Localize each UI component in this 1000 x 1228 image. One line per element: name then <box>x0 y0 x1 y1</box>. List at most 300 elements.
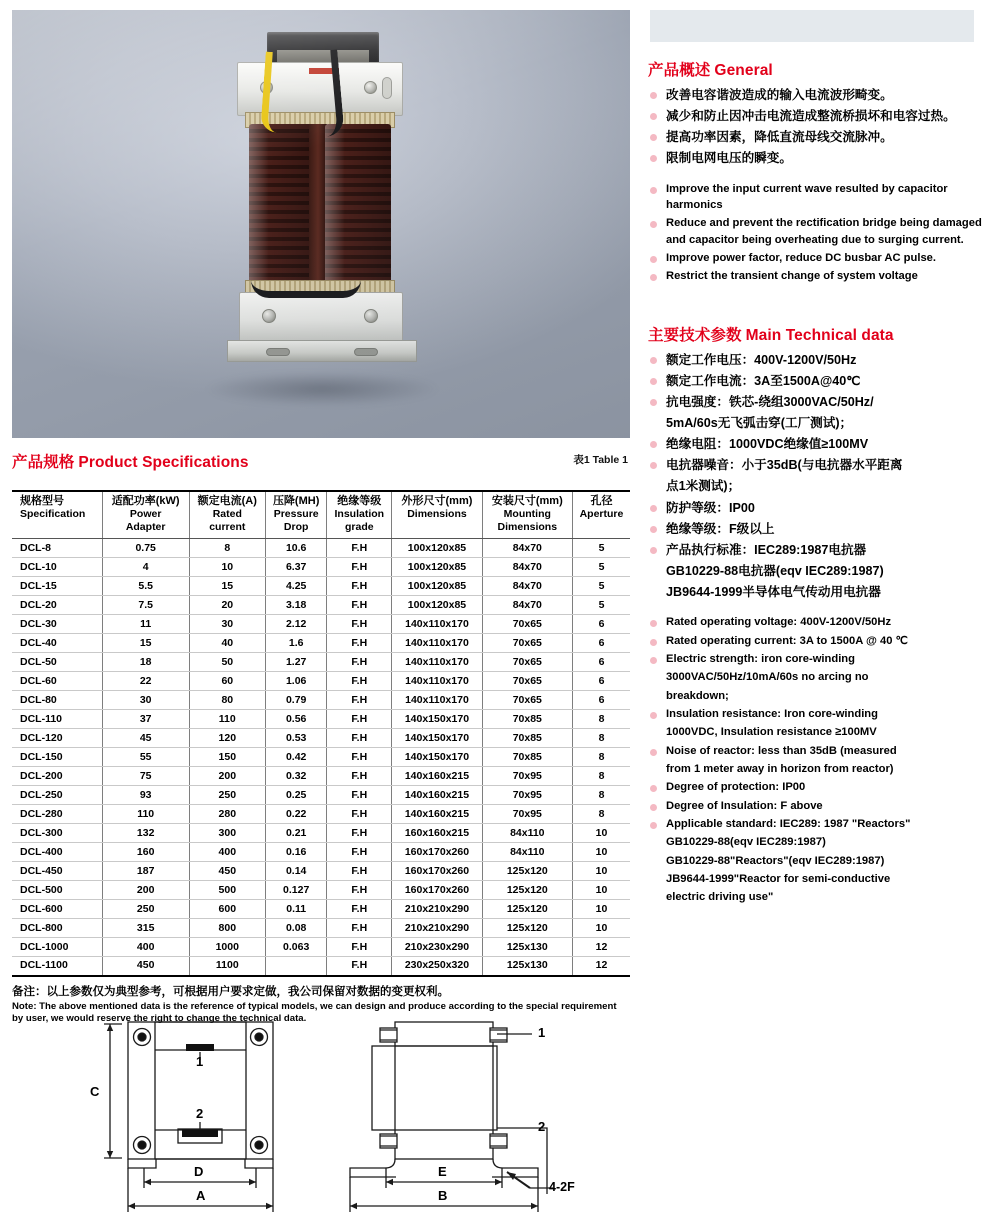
table-cell: 200 <box>189 767 266 786</box>
bracket-hole <box>262 309 276 323</box>
bracket-hole <box>364 81 377 94</box>
table-cell: 210x210x290 <box>392 900 482 919</box>
technical-item-cn: JB9644-1999半导体电气传动用电抗器 <box>666 585 881 600</box>
table-cell: 11 <box>102 615 189 634</box>
column-header-cn: 外形尺寸(mm) <box>401 495 473 507</box>
table-cell: 600 <box>189 900 266 919</box>
table-cell: 10 <box>572 862 630 881</box>
table-cell: 230x250x320 <box>392 957 482 976</box>
table-cell: F.H <box>327 786 392 805</box>
front-terminal-2 <box>182 1129 218 1137</box>
header-row <box>12 491 630 539</box>
table-cell: 70x65 <box>482 691 572 710</box>
column-header-5 <box>392 491 482 539</box>
front-terminal-1 <box>186 1044 214 1051</box>
cell-specification: DCL-30 <box>12 615 102 634</box>
table-row <box>12 767 630 786</box>
table-cell: 0.21 <box>266 824 327 843</box>
dim-label-B: B <box>438 1188 448 1203</box>
technical-item-en: GB10229-88(eqv IEC289:1987) <box>666 836 826 849</box>
left-column <box>12 10 630 1026</box>
table-cell: 5 <box>572 539 630 558</box>
technical-item-cn: 绝缘电阻：1000VDC绝缘值≥100MV <box>648 435 988 454</box>
table-cell: 110 <box>102 805 189 824</box>
cell-specification: DCL-600 <box>12 900 102 919</box>
table-cell: 70x85 <box>482 748 572 767</box>
table-cell: 70x95 <box>482 767 572 786</box>
table-cell: F.H <box>327 824 392 843</box>
cell-specification: DCL-150 <box>12 748 102 767</box>
table-cell: 125x120 <box>482 881 572 900</box>
table-cell: F.H <box>327 748 392 767</box>
copper-coil-left <box>249 124 315 284</box>
table-caption: 表1 Table 1 <box>573 454 628 466</box>
technical-list-english <box>648 614 988 906</box>
mounting-foot <box>227 340 417 362</box>
table-cell: 1.6 <box>266 634 327 653</box>
table-row <box>12 786 630 805</box>
dim-label-C: C <box>90 1084 100 1099</box>
cell-specification: DCL-500 <box>12 881 102 900</box>
table-row <box>12 653 630 672</box>
table-cell: 6.37 <box>266 558 327 577</box>
table-cell: 140x110x170 <box>392 672 482 691</box>
technical-heading <box>648 323 988 345</box>
table-cell: 0.25 <box>266 786 327 805</box>
table-row <box>12 843 630 862</box>
table-cell: 6 <box>572 634 630 653</box>
table-cell: 0.75 <box>102 539 189 558</box>
cell-specification: DCL-120 <box>12 729 102 748</box>
copper-coil-right <box>325 124 391 284</box>
table-cell: F.H <box>327 653 392 672</box>
table-cell: 200 <box>102 881 189 900</box>
table-cell: 187 <box>102 862 189 881</box>
table-cell: 125x120 <box>482 900 572 919</box>
table-cell: 140x160x215 <box>392 786 482 805</box>
table-cell: 80 <box>189 691 266 710</box>
general-item-en: Restrict the transient change of system voltage <box>648 268 988 284</box>
table-cell: 315 <box>102 919 189 938</box>
cell-specification: DCL-20 <box>12 596 102 615</box>
table-cell: F.H <box>327 900 392 919</box>
technical-item-en: Degree of Insulation: F above <box>648 798 988 814</box>
table-cell: 84x70 <box>482 539 572 558</box>
bottom-bracket <box>239 292 403 344</box>
dc-reactor-illustration <box>191 28 451 418</box>
note-english: Note: The above mentioned data is the reference of typical models, we can design and produce according to the special requirement by user, we would reserve the right to change the technical data. <box>12 1000 617 1025</box>
table-cell: F.H <box>327 558 392 577</box>
technical-item-en: Insulation resistance: Iron core-winding <box>648 706 988 722</box>
mounting-slot <box>266 348 290 356</box>
table-cell: 0.16 <box>266 843 327 862</box>
column-header-3 <box>266 491 327 539</box>
column-header-en: Specification <box>20 508 86 521</box>
table-cell: F.H <box>327 615 392 634</box>
table-cell: 140x110x170 <box>392 615 482 634</box>
general-heading-en: General <box>714 62 773 79</box>
table-row <box>12 577 630 596</box>
general-heading <box>648 58 988 80</box>
table-cell: 84x110 <box>482 843 572 862</box>
general-item-en: Improve power factor, reduce DC busbar AC pulse. <box>648 250 988 266</box>
table-cell: 110 <box>189 710 266 729</box>
column-header-4 <box>327 491 392 539</box>
table-cell: 84x70 <box>482 558 572 577</box>
table-cell: 140x150x170 <box>392 748 482 767</box>
table-cell: 0.56 <box>266 710 327 729</box>
table-cell: 45 <box>102 729 189 748</box>
table-cell: 70x95 <box>482 786 572 805</box>
table-cell: 22 <box>102 672 189 691</box>
cell-specification: DCL-450 <box>12 862 102 881</box>
table-cell: 140x160x215 <box>392 767 482 786</box>
table-cell: 132 <box>102 824 189 843</box>
table-cell: 70x65 <box>482 672 572 691</box>
table-cell: 450 <box>189 862 266 881</box>
table-row <box>12 881 630 900</box>
table-row <box>12 748 630 767</box>
table-cell: F.H <box>327 938 392 957</box>
table-cell: 500 <box>189 881 266 900</box>
table-cell: 160x170x260 <box>392 881 482 900</box>
table-cell: 70x65 <box>482 615 572 634</box>
column-header-en: Aperture <box>579 508 624 521</box>
column-header-en: current <box>209 521 246 534</box>
technical-item-cn: 绝缘等级：F级以上 <box>648 520 988 539</box>
column-header-en: Drop <box>283 521 309 534</box>
general-section <box>648 58 988 285</box>
cell-specification: DCL-1100 <box>12 957 102 976</box>
table-cell: 5 <box>572 596 630 615</box>
table-cell: 1.27 <box>266 653 327 672</box>
table-cell: 70x85 <box>482 729 572 748</box>
table-cell: 800 <box>189 919 266 938</box>
technical-item-en: JB9644-1999"Reactor for semi-conductive <box>666 873 891 886</box>
side-core <box>395 1022 493 1159</box>
table-cell: 1.06 <box>266 672 327 691</box>
table-cell: 10 <box>189 558 266 577</box>
technical-item-en: Electric strength: iron core-winding <box>648 651 988 667</box>
side-body <box>372 1046 497 1130</box>
technical-item-en: 3000VAC/50Hz/10mA/60s no arcing no <box>666 671 869 684</box>
technical-item-cn: GB10229-88电抗器(eqv IEC289:1987) <box>666 564 884 579</box>
cell-specification: DCL-300 <box>12 824 102 843</box>
table-row <box>12 862 630 881</box>
table-cell: 4.25 <box>266 577 327 596</box>
table-cell: 1100 <box>189 957 266 976</box>
table-cell: 0.127 <box>266 881 327 900</box>
table-cell: 4 <box>102 558 189 577</box>
column-header-en: Mounting <box>503 508 551 521</box>
table-cell: 250 <box>189 786 266 805</box>
column-header-en: Dimensions <box>407 508 467 521</box>
hole-spec-label: 4-2F <box>549 1180 575 1194</box>
top-decorative-bar <box>650 10 974 42</box>
table-cell: 1000 <box>189 938 266 957</box>
side-callout-2: 2 <box>538 1119 546 1134</box>
column-header-en: Rated <box>212 508 242 521</box>
product-specifications-section <box>12 450 630 1026</box>
column-header-en: Dimensions <box>497 521 558 534</box>
table-cell: 125x130 <box>482 957 572 976</box>
table-cell: 10.6 <box>266 539 327 558</box>
dim-label-D: D <box>194 1164 204 1179</box>
cell-specification: DCL-15 <box>12 577 102 596</box>
general-item-en: Improve the input current wave resulted by capacitor harmonics <box>648 181 988 214</box>
table-cell: 75 <box>102 767 189 786</box>
table-cell: 400 <box>189 843 266 862</box>
cell-specification: DCL-110 <box>12 710 102 729</box>
column-header-cn: 额定电流(A) <box>197 495 257 507</box>
table-cell: 0.063 <box>266 938 327 957</box>
technical-item-cn: 额定工作电压：400V-1200V/50Hz <box>648 351 988 370</box>
right-column <box>648 0 988 908</box>
column-header-en: Power <box>129 508 162 521</box>
cell-specification: DCL-200 <box>12 767 102 786</box>
mounting-slot <box>354 348 378 356</box>
table-row <box>12 539 630 558</box>
table-cell: 3.18 <box>266 596 327 615</box>
table-cell: 120 <box>189 729 266 748</box>
technical-item-en: GB10229-88"Reactors"(eqv IEC289:1987) <box>666 854 885 867</box>
table-cell: 70x85 <box>482 710 572 729</box>
table-cell: F.H <box>327 634 392 653</box>
cell-specification: DCL-40 <box>12 634 102 653</box>
table-cell: 5.5 <box>102 577 189 596</box>
front-outline <box>128 1022 273 1159</box>
table-cell: 160x160x215 <box>392 824 482 843</box>
cell-specification: DCL-250 <box>12 786 102 805</box>
specs-heading-cn: 产品规格 <box>12 454 75 471</box>
table-cell: F.H <box>327 843 392 862</box>
table-cell: 6 <box>572 672 630 691</box>
cell-specification: DCL-80 <box>12 691 102 710</box>
table-row <box>12 824 630 843</box>
table-cell: 100x120x85 <box>392 596 482 615</box>
technical-heading-cn: 主要技术参数 <box>648 326 742 344</box>
column-header-en: Insulation <box>334 508 385 521</box>
table-cell: F.H <box>327 862 392 881</box>
table-cell: 10 <box>572 900 630 919</box>
table-cell: 8 <box>189 539 266 558</box>
table-cell: 70x65 <box>482 634 572 653</box>
table-row <box>12 805 630 824</box>
table-cell: 15 <box>102 634 189 653</box>
table-cell: 30 <box>102 691 189 710</box>
table-cell: F.H <box>327 729 392 748</box>
cell-specification: DCL-800 <box>12 919 102 938</box>
column-header-en: grade <box>344 521 374 534</box>
technical-section <box>648 323 988 906</box>
table-cell: 6 <box>572 653 630 672</box>
column-header-en: Adapter <box>125 521 166 534</box>
table-cell: 20 <box>189 596 266 615</box>
table-cell: 0.11 <box>266 900 327 919</box>
table-cell: F.H <box>327 596 392 615</box>
table-cell: F.H <box>327 672 392 691</box>
table-cell: 140x110x170 <box>392 634 482 653</box>
technical-item-en: Noise of reactor: less than 35dB (measured <box>648 743 988 759</box>
table-cell: 84x70 <box>482 577 572 596</box>
table-row <box>12 729 630 748</box>
table-cell: 125x120 <box>482 862 572 881</box>
column-header-cn: 绝缘等级 <box>337 495 382 507</box>
cell-specification: DCL-1000 <box>12 938 102 957</box>
table-cell: 70x65 <box>482 653 572 672</box>
front-callout-2: 2 <box>196 1106 204 1121</box>
table-cell: 160 <box>102 843 189 862</box>
technical-item-cn: 抗电强度：铁芯-绕组3000VAC/50Hz/ <box>648 393 988 412</box>
table-cell: 55 <box>102 748 189 767</box>
technical-item-en: Applicable standard: IEC289: 1987 "Reactors" <box>648 816 988 832</box>
table-cell: 0.53 <box>266 729 327 748</box>
table-cell: F.H <box>327 881 392 900</box>
technical-item-en: breakdown; <box>666 689 729 702</box>
front-callout-1: 1 <box>196 1054 204 1069</box>
table-cell: 210x230x290 <box>392 938 482 957</box>
technical-item-en: electric driving use" <box>666 891 774 904</box>
technical-item-en: Rated operating voltage: 400V-1200V/50Hz <box>648 614 988 630</box>
technical-item-en: Degree of protection: IP00 <box>648 779 988 795</box>
photo-shadow <box>207 372 437 406</box>
column-header-cn: 安装尺寸(mm) <box>491 495 563 507</box>
table-row <box>12 672 630 691</box>
table-row <box>12 957 630 976</box>
black-wire-bottom <box>251 280 361 298</box>
table-cell: 5 <box>572 558 630 577</box>
table-header <box>12 491 630 539</box>
table-cell: 300 <box>189 824 266 843</box>
table-cell: 5 <box>572 577 630 596</box>
table-cell: 12 <box>572 938 630 957</box>
column-header-cn: 规格型号 <box>20 495 64 507</box>
table-cell: 60 <box>189 672 266 691</box>
table-cell: F.H <box>327 919 392 938</box>
table-cell: 210x210x290 <box>392 919 482 938</box>
general-list-chinese <box>648 86 988 169</box>
specs-heading-en: Product Specifications <box>78 454 249 471</box>
table-cell: F.H <box>327 539 392 558</box>
specs-heading <box>12 450 630 472</box>
table-row <box>12 634 630 653</box>
technical-item-cn: 产品执行标准：IEC289:1987电抗器 <box>648 541 988 560</box>
table-cell: 93 <box>102 786 189 805</box>
table-cell: 15 <box>189 577 266 596</box>
column-header-6 <box>482 491 572 539</box>
table-cell: 10 <box>572 881 630 900</box>
table-cell: 8 <box>572 710 630 729</box>
column-header-7 <box>572 491 630 539</box>
general-heading-cn: 产品概述 <box>648 62 711 79</box>
table-cell: 140x150x170 <box>392 710 482 729</box>
table-cell: 0.22 <box>266 805 327 824</box>
table-cell: 12 <box>572 957 630 976</box>
general-item-cn: 减少和防止因冲击电流造成整流桥损坏和电容过热。 <box>648 107 988 126</box>
table-cell: 0.79 <box>266 691 327 710</box>
table-cell: 40 <box>189 634 266 653</box>
table-cell: 18 <box>102 653 189 672</box>
table-cell: F.H <box>327 957 392 976</box>
general-item-cn: 改善电容谐波造成的输入电流波形畸变。 <box>648 86 988 105</box>
technical-item-cn: 防护等级：IP00 <box>648 499 988 518</box>
table-cell: 10 <box>572 919 630 938</box>
table-cell: 140x110x170 <box>392 653 482 672</box>
table-cell: F.H <box>327 710 392 729</box>
dimension-drawing <box>60 1012 580 1222</box>
technical-item-cn: 点1米测试)； <box>666 479 741 494</box>
table-cell: 100x120x85 <box>392 577 482 596</box>
table-cell: 30 <box>189 615 266 634</box>
bracket-slot <box>382 77 392 99</box>
table-cell: F.H <box>327 805 392 824</box>
table-cell: 150 <box>189 748 266 767</box>
table-cell: 8 <box>572 748 630 767</box>
table-cell: 125x120 <box>482 919 572 938</box>
table-body <box>12 539 630 976</box>
table-cell: 2.12 <box>266 615 327 634</box>
column-header-cn: 孔径 <box>590 495 613 507</box>
product-photo <box>12 10 630 438</box>
table-cell: 400 <box>102 938 189 957</box>
table-row <box>12 938 630 957</box>
cell-specification: DCL-10 <box>12 558 102 577</box>
table-cell: 0.14 <box>266 862 327 881</box>
drawing-svg <box>60 1012 580 1222</box>
technical-item-en: from 1 meter away in horizon from reactor) <box>666 763 894 776</box>
table-cell: 0.32 <box>266 767 327 786</box>
table-row <box>12 710 630 729</box>
table-cell: 84x110 <box>482 824 572 843</box>
table-cell: 160x170x260 <box>392 862 482 881</box>
side-callout-1: 1 <box>538 1025 546 1040</box>
table-cell: 100x120x85 <box>392 539 482 558</box>
column-header-cn: 压降(MH) <box>272 495 320 507</box>
general-item-en: Reduce and prevent the rectification bridge being damaged and capacitor being overheating due to surging current. <box>648 215 988 248</box>
table-cell: 8 <box>572 729 630 748</box>
table-row <box>12 596 630 615</box>
table-cell <box>266 957 327 976</box>
table-cell: 8 <box>572 805 630 824</box>
table-cell: 125x130 <box>482 938 572 957</box>
specifications-table <box>12 490 630 977</box>
dim-label-A: A <box>196 1188 206 1203</box>
table-cell: 250 <box>102 900 189 919</box>
column-header-1 <box>102 491 189 539</box>
table-cell: 10 <box>572 843 630 862</box>
technical-item-cn: 额定工作电流：3A至1500A@40℃ <box>648 372 988 391</box>
cell-specification: DCL-280 <box>12 805 102 824</box>
table-cell: 6 <box>572 691 630 710</box>
table-cell: 84x70 <box>482 596 572 615</box>
technical-item-en: Rated operating current: 3A to 1500A @ 40 ℃ <box>648 633 988 649</box>
technical-item-cn: 5mA/60s无飞弧击穿(工厂测试)； <box>666 416 853 431</box>
column-header-0 <box>12 491 102 539</box>
table-cell: 140x150x170 <box>392 729 482 748</box>
table-cell: 7.5 <box>102 596 189 615</box>
table-cell: F.H <box>327 691 392 710</box>
table-row <box>12 691 630 710</box>
table-cell: 160x170x260 <box>392 843 482 862</box>
front-core <box>155 1022 246 1159</box>
table-row <box>12 919 630 938</box>
table-cell: 0.42 <box>266 748 327 767</box>
column-header-en: Pressure <box>273 508 319 521</box>
dim-label-E: E <box>438 1164 447 1179</box>
table-cell: 140x110x170 <box>392 691 482 710</box>
table-row <box>12 900 630 919</box>
table-cell: 0.08 <box>266 919 327 938</box>
